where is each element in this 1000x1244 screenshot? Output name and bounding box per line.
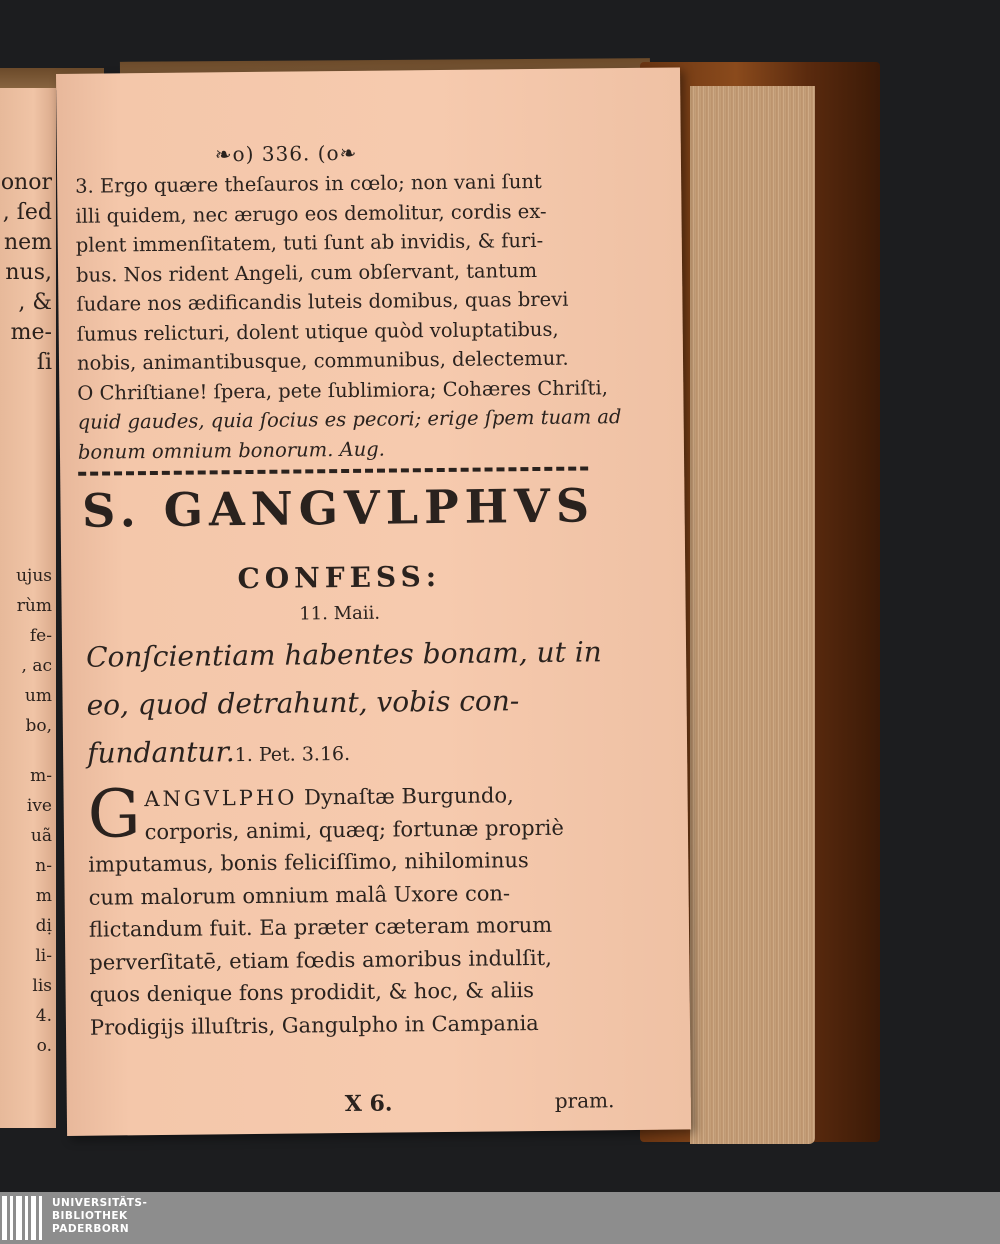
facing-page-fragment: m- — [30, 766, 52, 786]
library-footer — [0, 1192, 1000, 1244]
logo-line: BIBLIOTHEK — [52, 1210, 128, 1222]
text-line: O Chriſtiane! ſpera, pete ſublimiora; Cohæres Chriſti, — [77, 375, 608, 405]
text-line: flictandum fuit. Ea præter cæteram morum — [88, 912, 553, 942]
facing-page-fragment: , & — [18, 290, 52, 315]
section-title: S. GANGVLPHVS — [81, 478, 596, 538]
drop-cap: G — [87, 775, 141, 853]
facing-page-fragment: um — [24, 686, 52, 706]
body-text — [87, 775, 620, 1044]
running-head: ❧o) 336. (o❧ — [214, 140, 358, 167]
text-line: bonum omnium bonorum. Aug. — [77, 437, 385, 464]
page-content — [75, 138, 622, 1118]
text-line: Prodigijs illuſtris, Gangulpho in Campania — [89, 1010, 539, 1040]
text-line: imputamus, bonis feliciſſimo, nihilominus — [88, 848, 529, 877]
facing-page-fragment: ive — [26, 796, 52, 816]
section-subtitle: CONFESS: — [237, 559, 442, 596]
facing-page-fragment: , ac — [21, 656, 52, 676]
page-336 — [56, 67, 691, 1135]
facing-page-fragment: me- — [10, 320, 52, 345]
facing-page-fragment: bo, — [25, 716, 52, 736]
text-line: nobis, animantibusque, communibus, delectemur. — [76, 346, 569, 375]
facing-page-fragment: nus, — [5, 260, 52, 285]
facing-page-fragment: ſi — [36, 350, 52, 375]
section-divider — [78, 466, 588, 475]
text-line: ſumus relicturi, dolent utique quòd voluptatibus, — [76, 317, 559, 346]
text-line: corporis, animi, quæq; fortunæ propriè — [144, 815, 564, 844]
facing-page-fragment: onor — [0, 170, 52, 195]
facing-page-fragment: li- — [35, 946, 52, 966]
facing-page-fragment: uã — [30, 826, 52, 846]
text-line: perverſitatē, etiam fœdis amoribus indulſit, — [89, 945, 552, 975]
facing-page-fragment: fe- — [29, 626, 52, 646]
facing-page-fragment: o. — [36, 1036, 52, 1056]
text-line: quid gaudes, quia ſocius es pecori; erige ſpem tuam ad — [77, 405, 622, 434]
library-logo-text — [52, 1197, 147, 1236]
facing-page-left — [0, 88, 56, 1128]
first-word: ANGVLPHO — [144, 785, 298, 812]
library-logo-icon — [0, 1196, 44, 1240]
text-line: 3. Ergo quære theſauros in cœlo; non vani ſunt — [75, 169, 542, 198]
epigraph-line: eo, quod detrahunt, vobis con- — [86, 684, 520, 722]
facing-page-fragment: rùm — [16, 596, 52, 616]
text-line: bus. Nos rident Angeli, cum obſervant, tantum — [75, 258, 538, 287]
facing-page-fragment: n- — [35, 856, 52, 876]
page-fore-edge — [690, 86, 815, 1144]
facing-page-fragment: 4. — [35, 1006, 52, 1026]
catchword: pram. — [554, 1088, 615, 1113]
paragraph-1 — [75, 166, 622, 466]
text-line: ſudare nos ædificandis luteis domibus, quas brevi — [76, 287, 569, 316]
feast-date: 11. Maii. — [299, 602, 381, 625]
text-line: plent immenſitatem, tuti ſunt ab invidis, & furi- — [75, 228, 544, 257]
text-line: quos denique fons prodidit, & hoc, & aliis — [89, 978, 535, 1007]
epigraph-line: Conſcientiam habentes bonam, ut in — [85, 635, 602, 674]
text-line: cum malorum omnium malâ Uxore con- — [88, 880, 511, 910]
facing-page-fragment: dị — [35, 916, 52, 936]
facing-page-fragment: , ſed — [2, 200, 52, 225]
facing-page-fragment: m — [35, 886, 52, 906]
facing-page-fragment: ujus — [16, 566, 52, 586]
text-line: Dynaſtæ Burgundo, — [297, 783, 514, 810]
text-line: illi quidem, nec ærugo eos demolitur, cordis ex- — [75, 199, 547, 228]
logo-line: UNIVERSITÄTS- — [52, 1197, 148, 1209]
epigraph-line: fundantur. — [86, 735, 235, 770]
epigraph — [86, 628, 608, 780]
logo-line: PADERBORN — [52, 1223, 130, 1235]
facing-page-fragment: nem — [3, 230, 52, 255]
signature-mark: X 6. — [344, 1090, 393, 1118]
facing-page-fragment: lis — [32, 976, 52, 996]
epigraph-reference: 1. Pet. 3.16. — [234, 742, 351, 767]
